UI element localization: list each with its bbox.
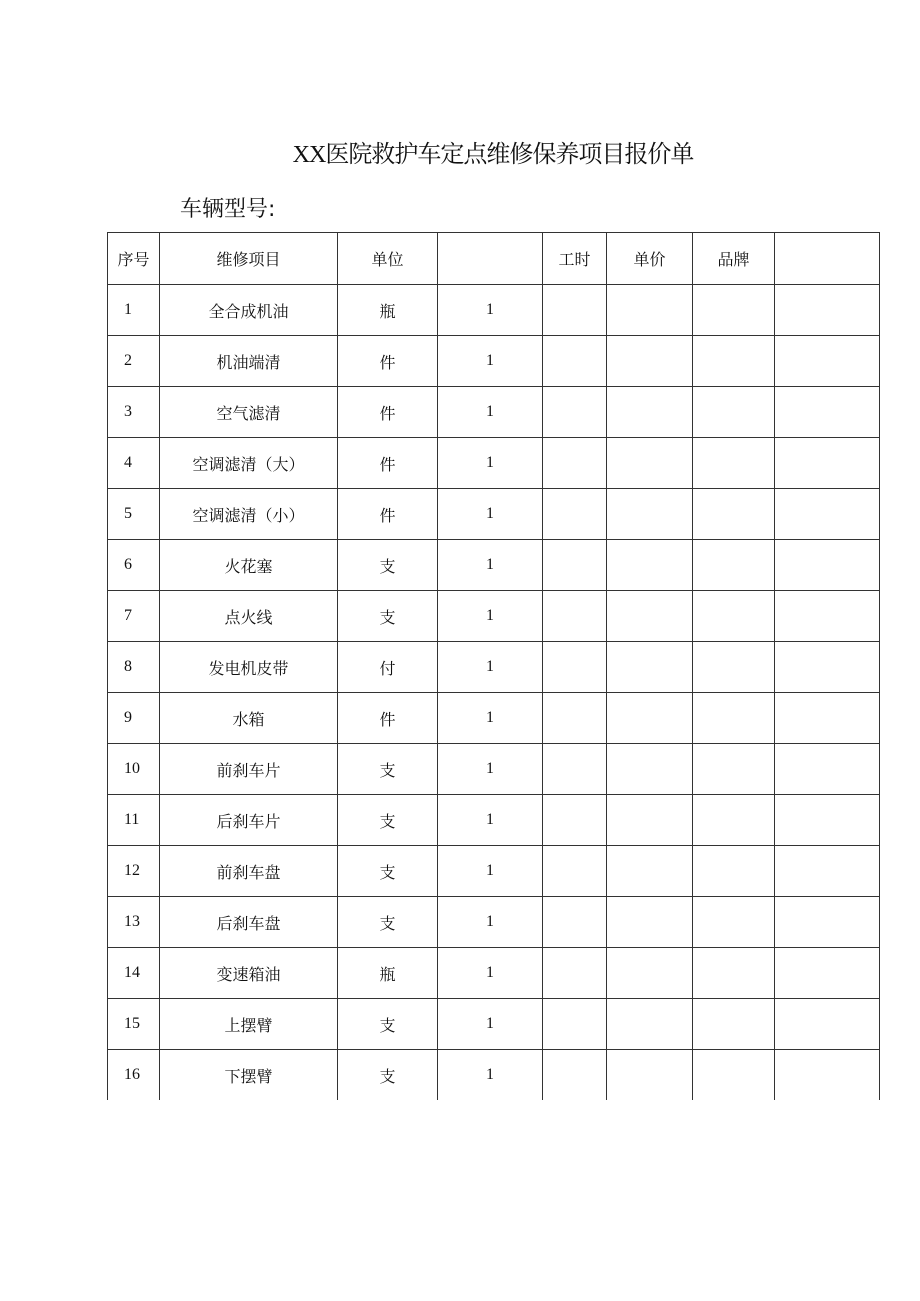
- row-unit: 支: [338, 1050, 438, 1101]
- row-item: 全合成机油: [160, 285, 338, 336]
- row-unit: 支: [338, 744, 438, 795]
- row-qty: 1: [438, 285, 543, 336]
- row-brand[interactable]: [693, 591, 775, 642]
- row-seq: 3: [108, 387, 160, 438]
- row-labor-hours[interactable]: [543, 540, 607, 591]
- row-labor-hours[interactable]: [543, 744, 607, 795]
- row-qty: 1: [438, 897, 543, 948]
- row-extra[interactable]: [775, 387, 880, 438]
- row-labor-hours[interactable]: [543, 285, 607, 336]
- row-unit: 瓶: [338, 285, 438, 336]
- row-unit: 件: [338, 693, 438, 744]
- row-labor-hours[interactable]: [543, 591, 607, 642]
- header-seq: 序号: [108, 233, 160, 285]
- header-labor-hours: 工时: [543, 233, 607, 285]
- row-qty: 1: [438, 999, 543, 1050]
- row-unit-price[interactable]: [607, 999, 693, 1050]
- row-qty: 1: [438, 795, 543, 846]
- row-unit-price[interactable]: [607, 591, 693, 642]
- row-brand[interactable]: [693, 387, 775, 438]
- row-extra[interactable]: [775, 948, 880, 999]
- row-seq: 12: [108, 846, 160, 897]
- row-unit: 支: [338, 540, 438, 591]
- row-unit: 件: [338, 489, 438, 540]
- row-item: 空调滤清（大）: [160, 438, 338, 489]
- row-unit-price[interactable]: [607, 693, 693, 744]
- row-qty: 1: [438, 489, 543, 540]
- row-seq: 11: [108, 795, 160, 846]
- row-labor-hours[interactable]: [543, 846, 607, 897]
- header-item: 维修项目: [160, 233, 338, 285]
- row-unit-price[interactable]: [607, 948, 693, 999]
- row-labor-hours[interactable]: [543, 387, 607, 438]
- row-unit-price[interactable]: [607, 642, 693, 693]
- row-labor-hours[interactable]: [543, 438, 607, 489]
- row-seq: 13: [108, 897, 160, 948]
- row-item: 火花塞: [160, 540, 338, 591]
- row-seq: 2: [108, 336, 160, 387]
- row-unit: 件: [338, 438, 438, 489]
- row-brand[interactable]: [693, 795, 775, 846]
- row-labor-hours[interactable]: [543, 948, 607, 999]
- row-unit: 件: [338, 336, 438, 387]
- row-unit: 支: [338, 999, 438, 1050]
- row-qty: 1: [438, 642, 543, 693]
- row-brand[interactable]: [693, 846, 775, 897]
- row-item: 前刹车盘: [160, 846, 338, 897]
- row-labor-hours[interactable]: [543, 1050, 607, 1101]
- row-item: 变速箱油: [160, 948, 338, 999]
- row-extra[interactable]: [775, 336, 880, 387]
- row-extra[interactable]: [775, 846, 880, 897]
- row-unit-price[interactable]: [607, 795, 693, 846]
- row-qty: 1: [438, 693, 543, 744]
- row-unit-price[interactable]: [607, 744, 693, 795]
- row-qty: 1: [438, 438, 543, 489]
- row-seq: 7: [108, 591, 160, 642]
- table-row: [108, 336, 880, 387]
- row-labor-hours[interactable]: [543, 336, 607, 387]
- row-item: 上摆臂: [160, 999, 338, 1050]
- table-row: [108, 438, 880, 489]
- row-seq: 9: [108, 693, 160, 744]
- row-labor-hours[interactable]: [543, 693, 607, 744]
- row-labor-hours[interactable]: [543, 795, 607, 846]
- row-brand[interactable]: [693, 336, 775, 387]
- row-unit-price[interactable]: [607, 387, 693, 438]
- row-extra[interactable]: [775, 540, 880, 591]
- table-row: [108, 1050, 880, 1101]
- row-qty: 1: [438, 948, 543, 999]
- row-unit-price[interactable]: [607, 1050, 693, 1101]
- page-title: XX医院救护车定点维修保养项目报价单: [292, 142, 694, 168]
- table-row: [108, 999, 880, 1050]
- table-row: [108, 642, 880, 693]
- row-extra[interactable]: [775, 897, 880, 948]
- row-item: 空调滤清（小）: [160, 489, 338, 540]
- header-extra: [775, 233, 880, 285]
- header-brand: 品牌: [693, 233, 775, 285]
- row-unit: 件: [338, 387, 438, 438]
- row-seq: 10: [108, 744, 160, 795]
- header-qty: [438, 233, 543, 285]
- row-unit-price[interactable]: [607, 285, 693, 336]
- row-seq: 15: [108, 999, 160, 1050]
- row-item: 后刹车片: [160, 795, 338, 846]
- row-brand[interactable]: [693, 438, 775, 489]
- row-extra[interactable]: [775, 285, 880, 336]
- row-brand[interactable]: [693, 999, 775, 1050]
- row-seq: 14: [108, 948, 160, 999]
- row-qty: 1: [438, 591, 543, 642]
- row-unit: 支: [338, 591, 438, 642]
- row-brand[interactable]: [693, 1050, 775, 1101]
- row-item: 点火线: [160, 591, 338, 642]
- row-seq: 4: [108, 438, 160, 489]
- table-row: [108, 897, 880, 948]
- row-seq: 16: [108, 1050, 160, 1101]
- row-brand[interactable]: [693, 897, 775, 948]
- row-labor-hours[interactable]: [543, 897, 607, 948]
- row-qty: 1: [438, 1050, 543, 1101]
- row-extra[interactable]: [775, 999, 880, 1050]
- table-row: [108, 846, 880, 897]
- row-qty: 1: [438, 336, 543, 387]
- row-unit-price[interactable]: [607, 336, 693, 387]
- table-header-row: [108, 233, 880, 285]
- row-labor-hours[interactable]: [543, 642, 607, 693]
- row-unit-price[interactable]: [607, 897, 693, 948]
- row-unit: 支: [338, 795, 438, 846]
- row-qty: 1: [438, 744, 543, 795]
- row-brand[interactable]: [693, 285, 775, 336]
- header-unit-price: 单价: [607, 233, 693, 285]
- row-unit: 支: [338, 897, 438, 948]
- row-extra[interactable]: [775, 489, 880, 540]
- row-extra[interactable]: [775, 693, 880, 744]
- table-row: [108, 744, 880, 795]
- row-extra[interactable]: [775, 591, 880, 642]
- row-item: 发电机皮带: [160, 642, 338, 693]
- row-labor-hours[interactable]: [543, 999, 607, 1050]
- row-brand[interactable]: [693, 642, 775, 693]
- row-qty: 1: [438, 846, 543, 897]
- row-item: 前刹车片: [160, 744, 338, 795]
- row-brand[interactable]: [693, 744, 775, 795]
- table-row: [108, 489, 880, 540]
- row-seq: 1: [108, 285, 160, 336]
- row-extra[interactable]: [775, 438, 880, 489]
- table-row: [108, 693, 880, 744]
- vehicle-model-label: 车辆型号:: [180, 197, 276, 222]
- row-seq: 8: [108, 642, 160, 693]
- row-item: 下摆臂: [160, 1050, 338, 1101]
- row-unit-price[interactable]: [607, 846, 693, 897]
- row-seq: 5: [108, 489, 160, 540]
- row-seq: 6: [108, 540, 160, 591]
- table-row: [108, 948, 880, 999]
- table-row: [108, 591, 880, 642]
- table-row: [108, 795, 880, 846]
- row-brand[interactable]: [693, 693, 775, 744]
- header-unit: 单位: [338, 233, 438, 285]
- row-item: 水箱: [160, 693, 338, 744]
- row-qty: 1: [438, 387, 543, 438]
- row-qty: 1: [438, 540, 543, 591]
- row-unit: 付: [338, 642, 438, 693]
- row-brand[interactable]: [693, 489, 775, 540]
- row-brand[interactable]: [693, 948, 775, 999]
- row-item: 后刹车盘: [160, 897, 338, 948]
- row-extra[interactable]: [775, 642, 880, 693]
- row-brand[interactable]: [693, 540, 775, 591]
- quote-table: [107, 232, 880, 1100]
- row-labor-hours[interactable]: [543, 489, 607, 540]
- row-item: 空气滤清: [160, 387, 338, 438]
- row-extra[interactable]: [775, 744, 880, 795]
- table-row: [108, 285, 880, 336]
- row-item: 机油端清: [160, 336, 338, 387]
- row-unit: 瓶: [338, 948, 438, 999]
- table-row: [108, 540, 880, 591]
- row-unit-price[interactable]: [607, 540, 693, 591]
- row-unit-price[interactable]: [607, 438, 693, 489]
- row-extra[interactable]: [775, 795, 880, 846]
- table-row: [108, 387, 880, 438]
- row-unit-price[interactable]: [607, 489, 693, 540]
- row-unit: 支: [338, 846, 438, 897]
- row-extra[interactable]: [775, 1050, 880, 1101]
